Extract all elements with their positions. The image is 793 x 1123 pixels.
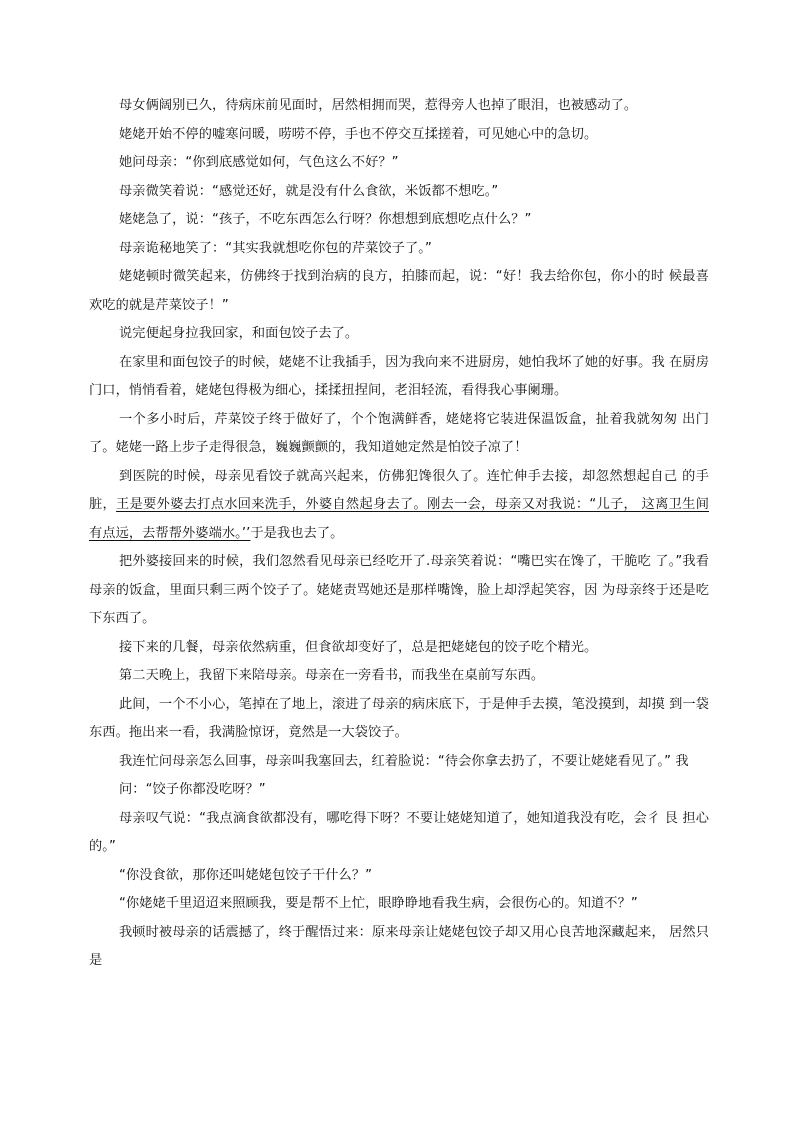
paragraph: 母亲诡秘地笑了：“其实我就想吃你包的芹菜饺子了。” bbox=[119, 240, 432, 256]
paragraph: 我顿时被母亲的话震撼了，终于醒悟过来：原来母亲让姥姥包饺子却又用心良苦地深藏起来， 居然只是 bbox=[89, 924, 709, 968]
paragraph: 问：“饺子你都没吃呀？” bbox=[119, 782, 266, 797]
paragraph: 此间，一个不小心，笔掉在了地上，滚进了母亲的病床底下，于是伸手去摸，笔没摸到，却摸 到一袋东西。拖出来一看，我满脸惊讶，竟然是一大袋饺子。 bbox=[89, 696, 709, 740]
underlined-text: 王是要外婆去打点水回来洗手，外婆自然起身去了。刚去一会，母亲又对我说：“儿子， 这离卫生间有点远，去帮帮外婆端水。’’ bbox=[89, 497, 709, 541]
paragraph: 姥姥开始不停的嘘寒问暖，唠唠不停，手也不停交互揉搓着，可见她心中的急切。 bbox=[119, 126, 598, 142]
paragraph: “你姥姥千里迢迢来照顾我，要是帮不上忙，眼睁睁地看我生病，会很伤心的。知道不？” bbox=[119, 896, 638, 911]
paragraph: 我连忙问母亲怎么回事，母亲叫我塞回去，红着脸说：“待会你拿去扔了，不要让姥姥看见了。” 我 bbox=[119, 753, 689, 769]
paragraph: 把外婆接回来的时候，我们忽然看见母亲已经吃开了.母亲笑着说：“嘴巴实在馋了，干脆吃 了。”我看母亲的饭盒，里面只剩三两个饺子了。姥姥责骂她还是那样嘴馋，脸上却浮起笑容，因 为母亲终于还是吃下东西了。 bbox=[89, 554, 709, 626]
paragraph: 一个多小时后，芹菜饺子终于做好了，个个饱满鲜香，姥姥将它装进保温饭盒，扯着我就匆匆 出门了。姥姥一路上步子走得很急，巍巍颤颤的，我知道她定然是怕饺子凉了！ bbox=[89, 411, 709, 455]
paragraph-text: 于是我也去了。 bbox=[250, 525, 344, 541]
paragraph: 在家里和面包饺子的时候，姥姥不让我插手，因为我向来不进厨房，她怕我坏了她的好事。我 在厨房门口，悄悄看着，姥姥包得极为细心，揉揉扭捏间，老泪轻流，看得我心事阑珊。 bbox=[89, 354, 709, 398]
document-body bbox=[89, 92, 709, 976]
paragraph-text: 到医院的时候，母亲见看饺子就高兴起来，仿佛犯馋很久了。连忙伸手去接，却忽然想起自己 的手脏， bbox=[89, 468, 709, 512]
paragraph: 她问母亲：“你到底感觉如何，气色这么不好？” bbox=[119, 155, 399, 170]
paragraph: 接下来的几餐，母亲依然病重，但食欲却变好了，总是把姥姥包的饺子吃个精光。 bbox=[119, 639, 598, 655]
paragraph: 母女俩阔别已久，待病床前见面时，居然相拥而哭，惹得旁人也掉了眼泪，也被感动了。 bbox=[119, 98, 638, 113]
paragraph: “你没食欲，那你还叫姥姥包饺子干什么？” bbox=[119, 867, 373, 883]
paragraph: 第二天晚上，我留下来陪母亲。母亲在一旁看书，而我坐在桌前写东西。 bbox=[119, 668, 545, 683]
paragraph: 母亲微笑着说：“感觉还好，就是没有什么食欲，米饭都不想吃。” bbox=[119, 183, 499, 199]
paragraph: 姥姥顿时微笑起来，仿佛终于找到治病的良方，拍膝而起，说：“好！我去给你包，你小的时 候最喜欢吃的就是芹菜饺子！” bbox=[89, 269, 709, 313]
hospital-paragraph bbox=[89, 463, 709, 549]
paragraph: 姥姥急了，说：“孩子，不吃东西怎么行呀？你想想到底想吃点什么？” bbox=[119, 212, 532, 227]
paragraph: 说完便起身拉我回家，和面包饺子去了。 bbox=[119, 326, 359, 341]
paragraph: 母亲叹气说：“我点滴食欲都没有，哪吃得下呀？不要让姥姥知道了，她知道我没有吃，会彳 艮 担心的。” bbox=[89, 810, 709, 854]
